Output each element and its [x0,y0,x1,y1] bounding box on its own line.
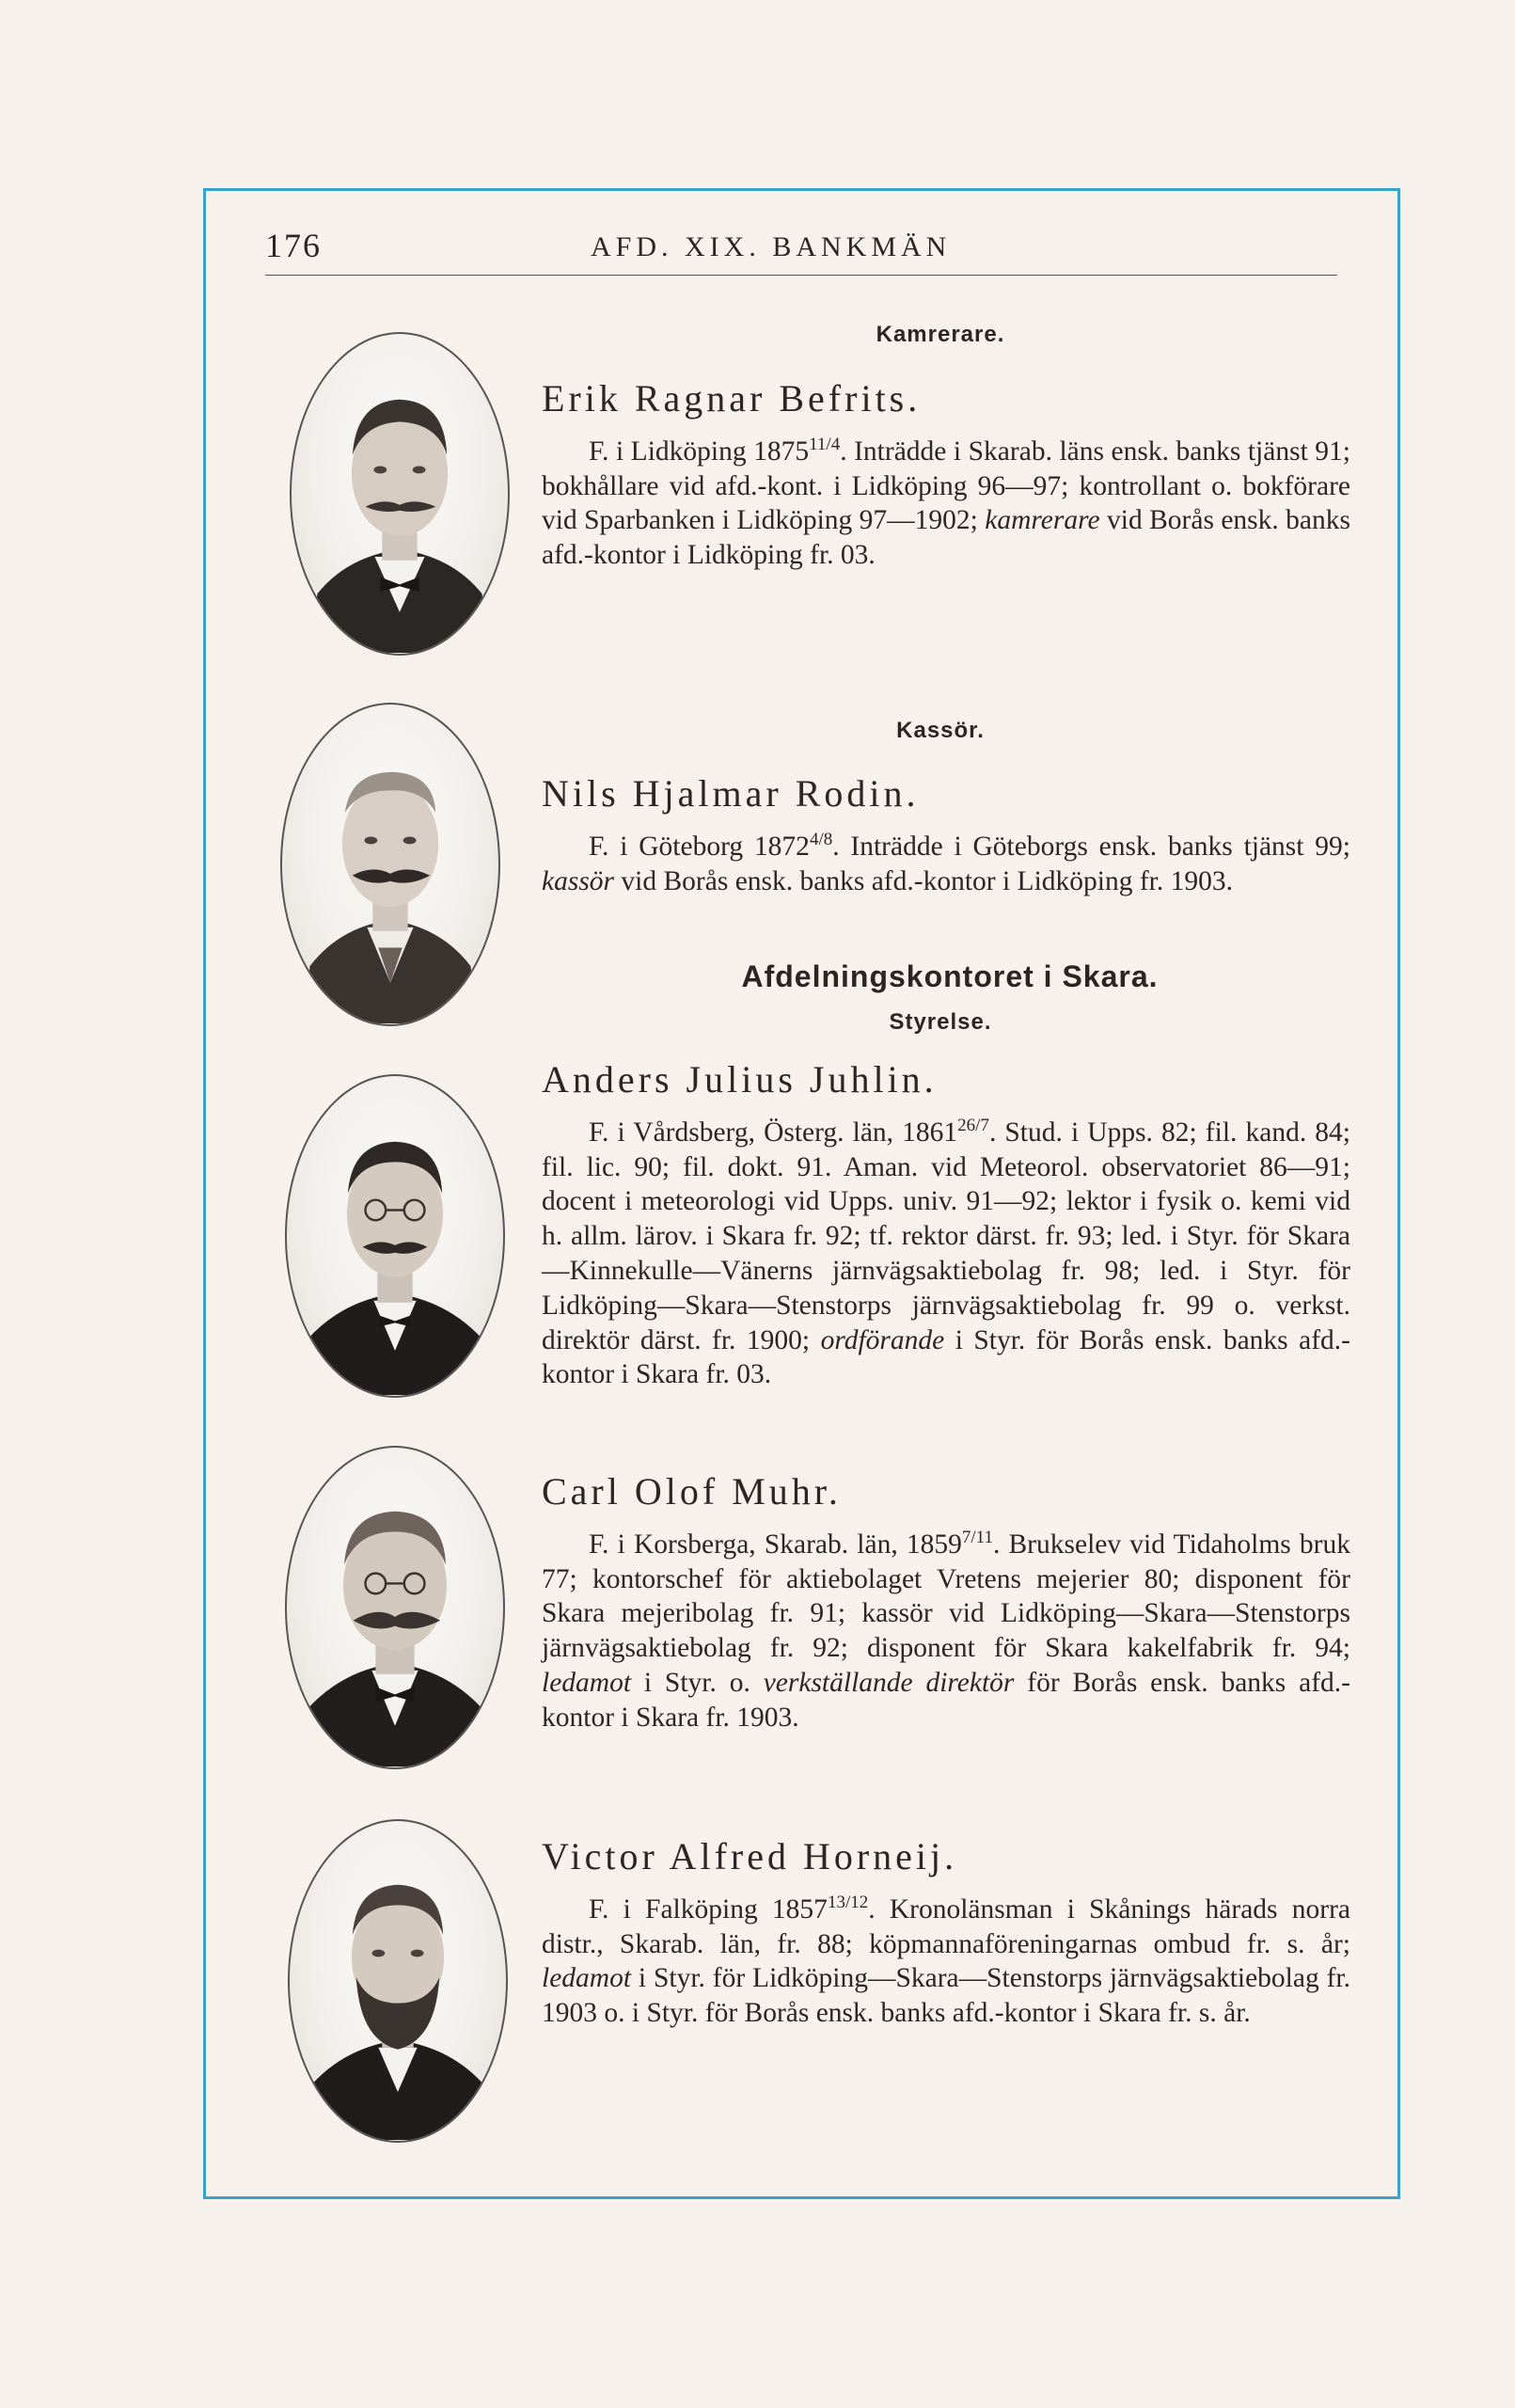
bio-italic: ordförande [820,1324,945,1355]
entry-muhr [542,1469,1350,1735]
bio-text: i Styr. för Lidköping—Skara—Stenstorps järnvägsaktiebolag fr. 1903 o. i Styr. för Borås ensk. banks afd.-kontor i Skara fr. s. år. [542,1963,1350,2029]
birth-date-fraction: 7/11 [961,1528,993,1547]
entry-bio [542,1109,1350,1392]
header-rule [265,275,1337,276]
bio-text: . Stud. i Upps. 82; fil. kand. 84; fil. lic. 90; fil. dokt. 91. Aman. vid Meteorol. observatoriet 86—91; docent i meteorologi vid Upps. univ. 91—92; lektor i fysik o. kemi vid h. allm. lärov. i Skara fr. 92; tf. rektor därst. fr. 93; led. i Styr. för Skara—Kinnekulle—Vänerns järnvägsaktiebolag fr. 98; led. i Styr. för Lidköping—Skara—Stenstorps järnvägsaktiebolag fr. 99 o. verkst. direktör därst. fr. 1900; [542,1117,1350,1355]
entry-bio [542,1886,1350,2031]
portrait-muhr-illustration [287,1448,503,1767]
bio-text: . Brukselev vid Tidaholms bruk 77; kontorschef för aktiebolaget Vretens mejerier 80; disponent för Skara mejeribolag fr. 91; kassör vid Lidköping—Skara—Stenstorps järnvägsaktiebolag fr. 92; disponent för Skara kakelfabrik fr. 94; [542,1529,1350,1664]
bio-text: F. i Vårdsberg, Österg. län, 1861 [589,1117,958,1148]
page-number: 176 [265,227,322,264]
bio-text: F. i Lidköping 1875 [589,436,810,467]
bio-text: i Styr. o. [631,1668,764,1699]
bio-text: F. i Falköping 1857 [589,1893,828,1925]
portrait-horneij [288,1819,508,2143]
bio-text: i Styr. för Borås ensk. banks afd.-kontor i Skara fr. 03. [542,1324,1350,1390]
birth-date-fraction: 11/4 [809,435,841,454]
bio-text: F. i Göteborg 1872 [589,831,810,862]
bio-text: . Inträdde i Göteborgs ensk. banks tjänst 99; [832,831,1350,862]
bio-text: F. i Korsberga, Skarab. län, 1859 [589,1529,962,1560]
entry-name: Nils Hjalmar Rodin. [542,772,920,815]
portrait-rodin-illustration [282,705,498,1024]
entry-rodin [542,771,1350,898]
birth-date-fraction: 4/8 [809,830,833,849]
portrait-horneij-illustration [290,1821,506,2141]
bio-text: . Inträdde i Skarab. läns ensk. banks tjänst 91; bokhållare vid afd.-kont. i Lidköping 96—97; kontrollant o. bokförare vid Sparbanken i Lidköping 97—1902; [542,436,1350,536]
heading-styrelse: Styrelse. [889,1009,992,1035]
birth-date-fraction: 26/7 [957,1116,989,1135]
bio-italic: ledamot [542,1963,632,1994]
portrait-befrits-illustration [292,334,508,654]
portrait-muhr [285,1446,505,1769]
birth-date-fraction: 13/12 [827,1893,869,1912]
running-head [265,226,1337,273]
bio-text: . Kronolänsman i Skånings härads norra distr., Skarab. län, fr. 88; köpmannaföreningarnas ombud fr. s. år; [542,1893,1350,1959]
entry-bio [542,1521,1350,1735]
bio-text: för Borås ensk. banks afd.-kontor i Skara fr. 1903. [542,1668,1350,1733]
bio-italic: kamrerare [985,505,1100,536]
section-title: AFD. XIX. BANKMÄN [591,231,952,262]
entry-name: Carl Olof Muhr. [542,1470,842,1513]
bio-italic: ledamot [542,1668,632,1699]
heading-afdelningskontoret: Afdelningskontoret i Skara. [741,959,1159,993]
bio-italic: verkställande direktör [763,1668,1015,1699]
entry-bio [542,823,1350,898]
bio-text: vid Borås ensk. banks afd.-kontor i Lidköping fr. 03. [542,505,1350,571]
entry-horneij [542,1834,1350,2031]
bio-italic: kassör [542,865,615,896]
entry-name: Erik Ragnar Befrits. [542,377,922,420]
portrait-rodin [280,703,500,1026]
heading-kassor: Kassör. [896,718,985,743]
entry-befrits [542,376,1350,573]
entry-name: Victor Alfred Horneij. [542,1835,958,1877]
entry-juhlin [542,1057,1350,1392]
entry-bio [542,428,1350,573]
bio-text: vid Borås ensk. banks afd.-kontor i Lidköping fr. 1903. [614,865,1233,896]
portrait-juhlin [285,1074,505,1398]
heading-kamrerare: Kamrerare. [876,322,1005,347]
entry-name: Anders Julius Juhlin. [542,1058,938,1101]
portrait-juhlin-illustration [287,1076,503,1396]
portrait-befrits [290,332,510,656]
